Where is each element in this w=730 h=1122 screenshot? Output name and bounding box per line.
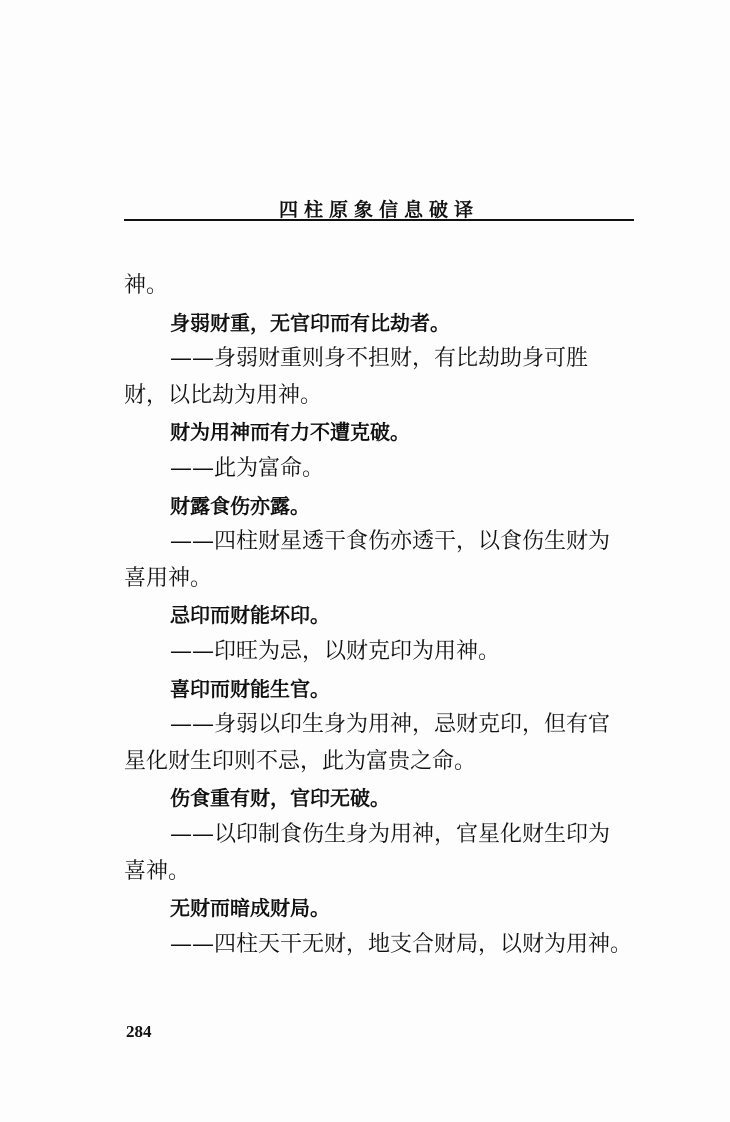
section-heading: 伤食重有财，官印无破。 (170, 786, 390, 811)
section-heading: 喜印而财能生官。 (170, 676, 330, 701)
page-number: 284 (126, 1022, 152, 1041)
text-line: ——四柱财星透干食伤亦透干，以食伤生财为 (170, 529, 611, 555)
text-line: ——印旺为忌，以财克印为用神。 (170, 638, 501, 664)
text-line: ——四柱天干无财，地支合财局，以财为用神。 (170, 931, 633, 957)
text-line: ——身弱财重则身不担财，有比劫助身可胜 (170, 346, 589, 372)
text-line: 财，以比劫为用神。 (124, 382, 323, 408)
text-line: 喜用神。 (124, 565, 213, 591)
section-heading: 财为用神而有力不遭克破。 (170, 420, 410, 445)
running-header: 四柱原象信息破译 (278, 199, 479, 221)
header-rule (124, 219, 634, 221)
text-line: ——以印制食伤生身为用神，官星化财生印为 (170, 821, 611, 847)
page-body (124, 268, 639, 963)
section-heading: 无财而暗成财局。 (170, 896, 330, 921)
text-line: 神。 (124, 273, 169, 298)
text-line: 星化财生印则不忌，此为富贵之命。 (124, 748, 477, 774)
text-line: ——身弱以印生身为用神，忌财克印，但有官 (170, 712, 611, 738)
section-heading: 财露食伤亦露。 (170, 493, 310, 518)
section-heading: 身弱财重，无官印而有比劫者。 (170, 310, 450, 335)
text-line: 喜神。 (124, 858, 191, 884)
section-heading: 忌印而财能坏印。 (170, 603, 330, 628)
text-line: ——此为富命。 (170, 455, 325, 481)
